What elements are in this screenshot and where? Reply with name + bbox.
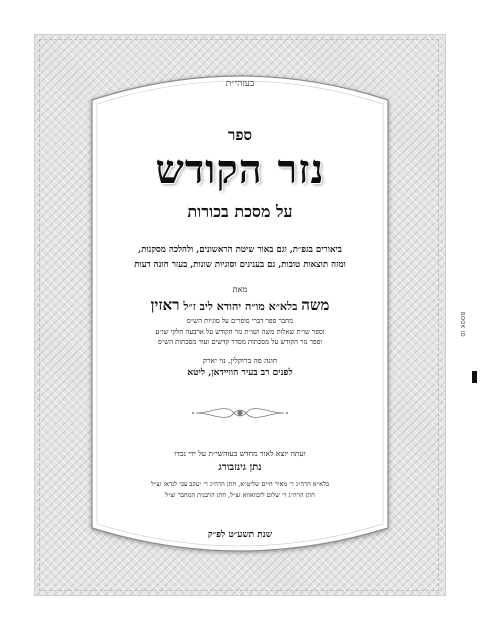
author-father: בלא״א מו״ה יהודא ליב ז״ל — [183, 300, 298, 313]
publication-info — [95, 447, 385, 475]
side-label: ROOK ID — [459, 312, 465, 338]
description — [84, 243, 396, 273]
books-line: וספר שו״ת שאלות משה ושו״ת נזר הקודש על ארבעה חלקי שו״ע — [155, 327, 325, 336]
author-name — [95, 296, 385, 315]
author-surname: ראזין — [150, 296, 180, 314]
meet-label: מאת — [232, 285, 248, 294]
author-books — [88, 316, 392, 348]
residence-line: חונה פה ברוקלין, נוי יארק — [202, 356, 278, 365]
books-line: וספר נזר הקודש על מסכתות מסדר קדשים ועוד מסכתות הש״ס — [157, 338, 323, 346]
ornament-divider-icon — [190, 404, 290, 422]
publisher-name: נתן גינזבורג — [218, 462, 262, 473]
residence-line: לפנים רב בעיר הוויידאן, ליטא — [187, 368, 293, 378]
books-line: מחבר ספר דברי סופרים על סוגיות הש״ס — [186, 317, 294, 325]
lineage-line: בלא״א הרה״ג ר׳ מאיר חיים שליט״א, חתן הרה״ג ר׳ יעקב צבי לנדאו זצ״ל — [150, 480, 330, 488]
book-title: נזר הקודש — [155, 146, 325, 193]
lineage — [86, 479, 394, 500]
book-subtitle: על מסכת בכורות — [187, 202, 293, 221]
sefer-label: ספר — [227, 126, 253, 144]
author-residence — [95, 355, 385, 379]
publication-year: שנת תשע״ט לפ״ק — [207, 530, 273, 540]
description-line: ביאורים בגפ״ת, וגם באור שיטת הראשונים, ולהלכה מסקנות, — [138, 245, 342, 255]
lineage-line: חתן הרה״ג ר׳ שלום ליבוואווא זצ״ל, חתן הרבנית המחבר זצ״ל — [165, 490, 315, 499]
side-marker — [472, 371, 477, 383]
haskama-header: בעזהי״ת — [225, 79, 255, 89]
author-first-name: משה — [301, 296, 330, 314]
description-line: ומזה תוצאות טובות, גם בענינים וסוגיות שונות, בעזר חונה דעות — [134, 260, 346, 270]
published-line: ועתה יוצא לאור מחדש בעזהשי״ת על ידי נכדו — [174, 449, 306, 458]
